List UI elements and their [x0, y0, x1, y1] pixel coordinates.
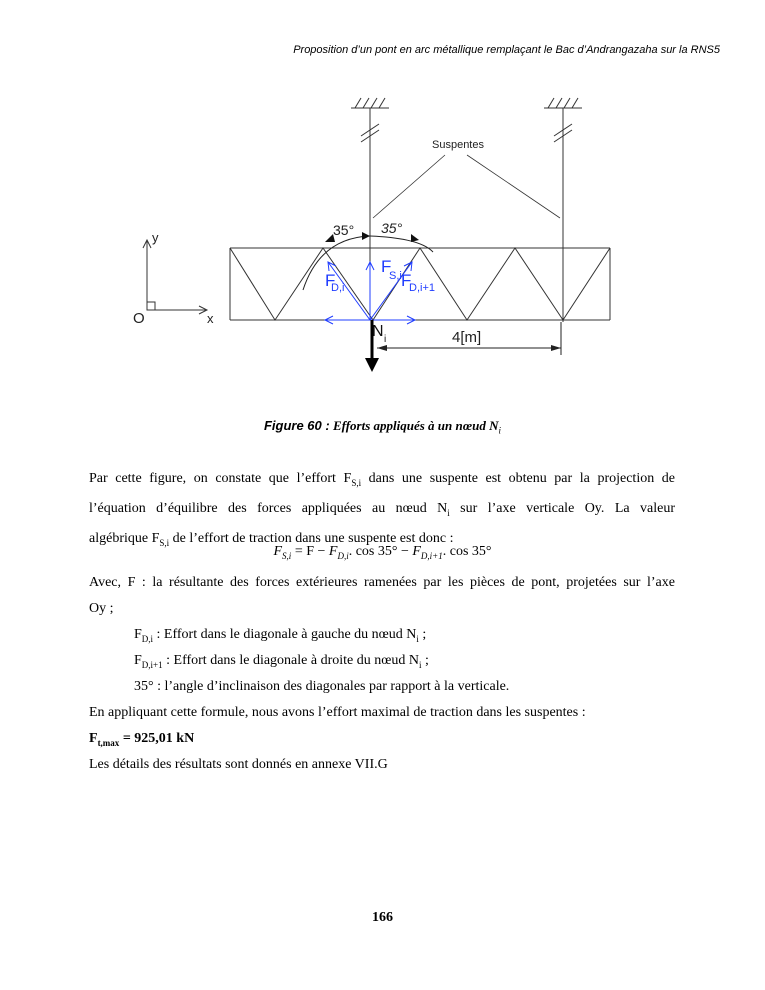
definition-angle: 35° : l’angle d’inclinaison des diagonales par rapport à la verticale.	[134, 679, 510, 694]
arc-arrow-right	[411, 234, 419, 242]
result-ft-max: $F_{t,max} = 925,01$ kN	[89, 731, 195, 748]
paragraph-apply: En appliquant cette formule, nous avons l’effort maximal de traction dans les suspentes :	[89, 705, 586, 720]
label-fs-i-sub: S,i	[389, 270, 402, 282]
arc-arrow-head	[362, 232, 370, 240]
truss-diagram	[115, 90, 635, 380]
paragraph-projection	[89, 466, 675, 555]
angle-left-label: 35°	[333, 222, 355, 238]
para-line-1: Par cette figure, on constate que l’effort $F_{S,i}$ dans une suspente est obtenu par la projection de	[89, 471, 675, 488]
label-fd-i-sub: D,i	[331, 282, 345, 294]
dim-arrow-left	[377, 345, 387, 351]
axis-y-label: y	[152, 230, 159, 245]
running-header: Proposition d’un pont en arc métallique remplaçant le Bac d’Andrangazaha sur la RNS5	[293, 44, 720, 56]
label-fd-i1-sub: D,i+1	[409, 282, 435, 294]
para-line-2: l’équation d’équilibre des forces appliquées au nœud $N_i$ sur l’axe verticale Oy. La valeur	[89, 500, 675, 518]
axes	[143, 240, 207, 314]
equation-fs: $F_{S,i} = F - F_{D,i}$. $\cos 35^\circ - F_{D,i+1}$. cos 35°	[273, 544, 492, 561]
suspentes-pointer	[373, 155, 560, 218]
page-number: 166	[372, 910, 393, 925]
node-label-sub: i	[384, 334, 387, 345]
para-line-3: algébrique $F_{S,i}$ de l’effort de traction dans une suspente est donc :	[89, 530, 454, 548]
dim-arrow-right	[551, 345, 561, 351]
label-suspentes: Suspentes	[432, 139, 484, 151]
angle-right-label: 35°	[381, 220, 403, 236]
figure-caption: Figure 60 : Efforts appliqués à un nœud $N_i$	[263, 418, 502, 436]
support-right	[544, 98, 582, 322]
paragraph-details: Les détails des résultats sont donnés en annexe VII.G	[89, 757, 388, 772]
label-fd-i: F	[325, 271, 336, 290]
dimension-label: 4[m]	[452, 329, 482, 346]
load-arrow-head	[365, 358, 379, 372]
avec-line-2: Oy ;	[89, 601, 114, 616]
avec-line-1: Avec, F : la résultante des forces extérieures ramenées par les pièces de pont, projetées sur l’axe	[89, 575, 675, 590]
paragraph-avec	[89, 570, 675, 622]
origin-label: O	[133, 310, 145, 327]
truss-node-figure	[115, 90, 635, 380]
axis-x-label: x	[207, 311, 214, 326]
definition-fd-i1: $F_{D,i+1}$ : Effort dans le diagonale à droite du nœud $N_i$ ;	[134, 653, 429, 670]
label-fd-i1: F	[401, 271, 412, 290]
definition-fd-i: $F_{D,i}$ : Effort dans le diagonale à gauche du nœud $N_i$ ;	[134, 627, 427, 644]
label-fs-i: F	[381, 257, 392, 276]
node-label: N	[372, 323, 384, 340]
